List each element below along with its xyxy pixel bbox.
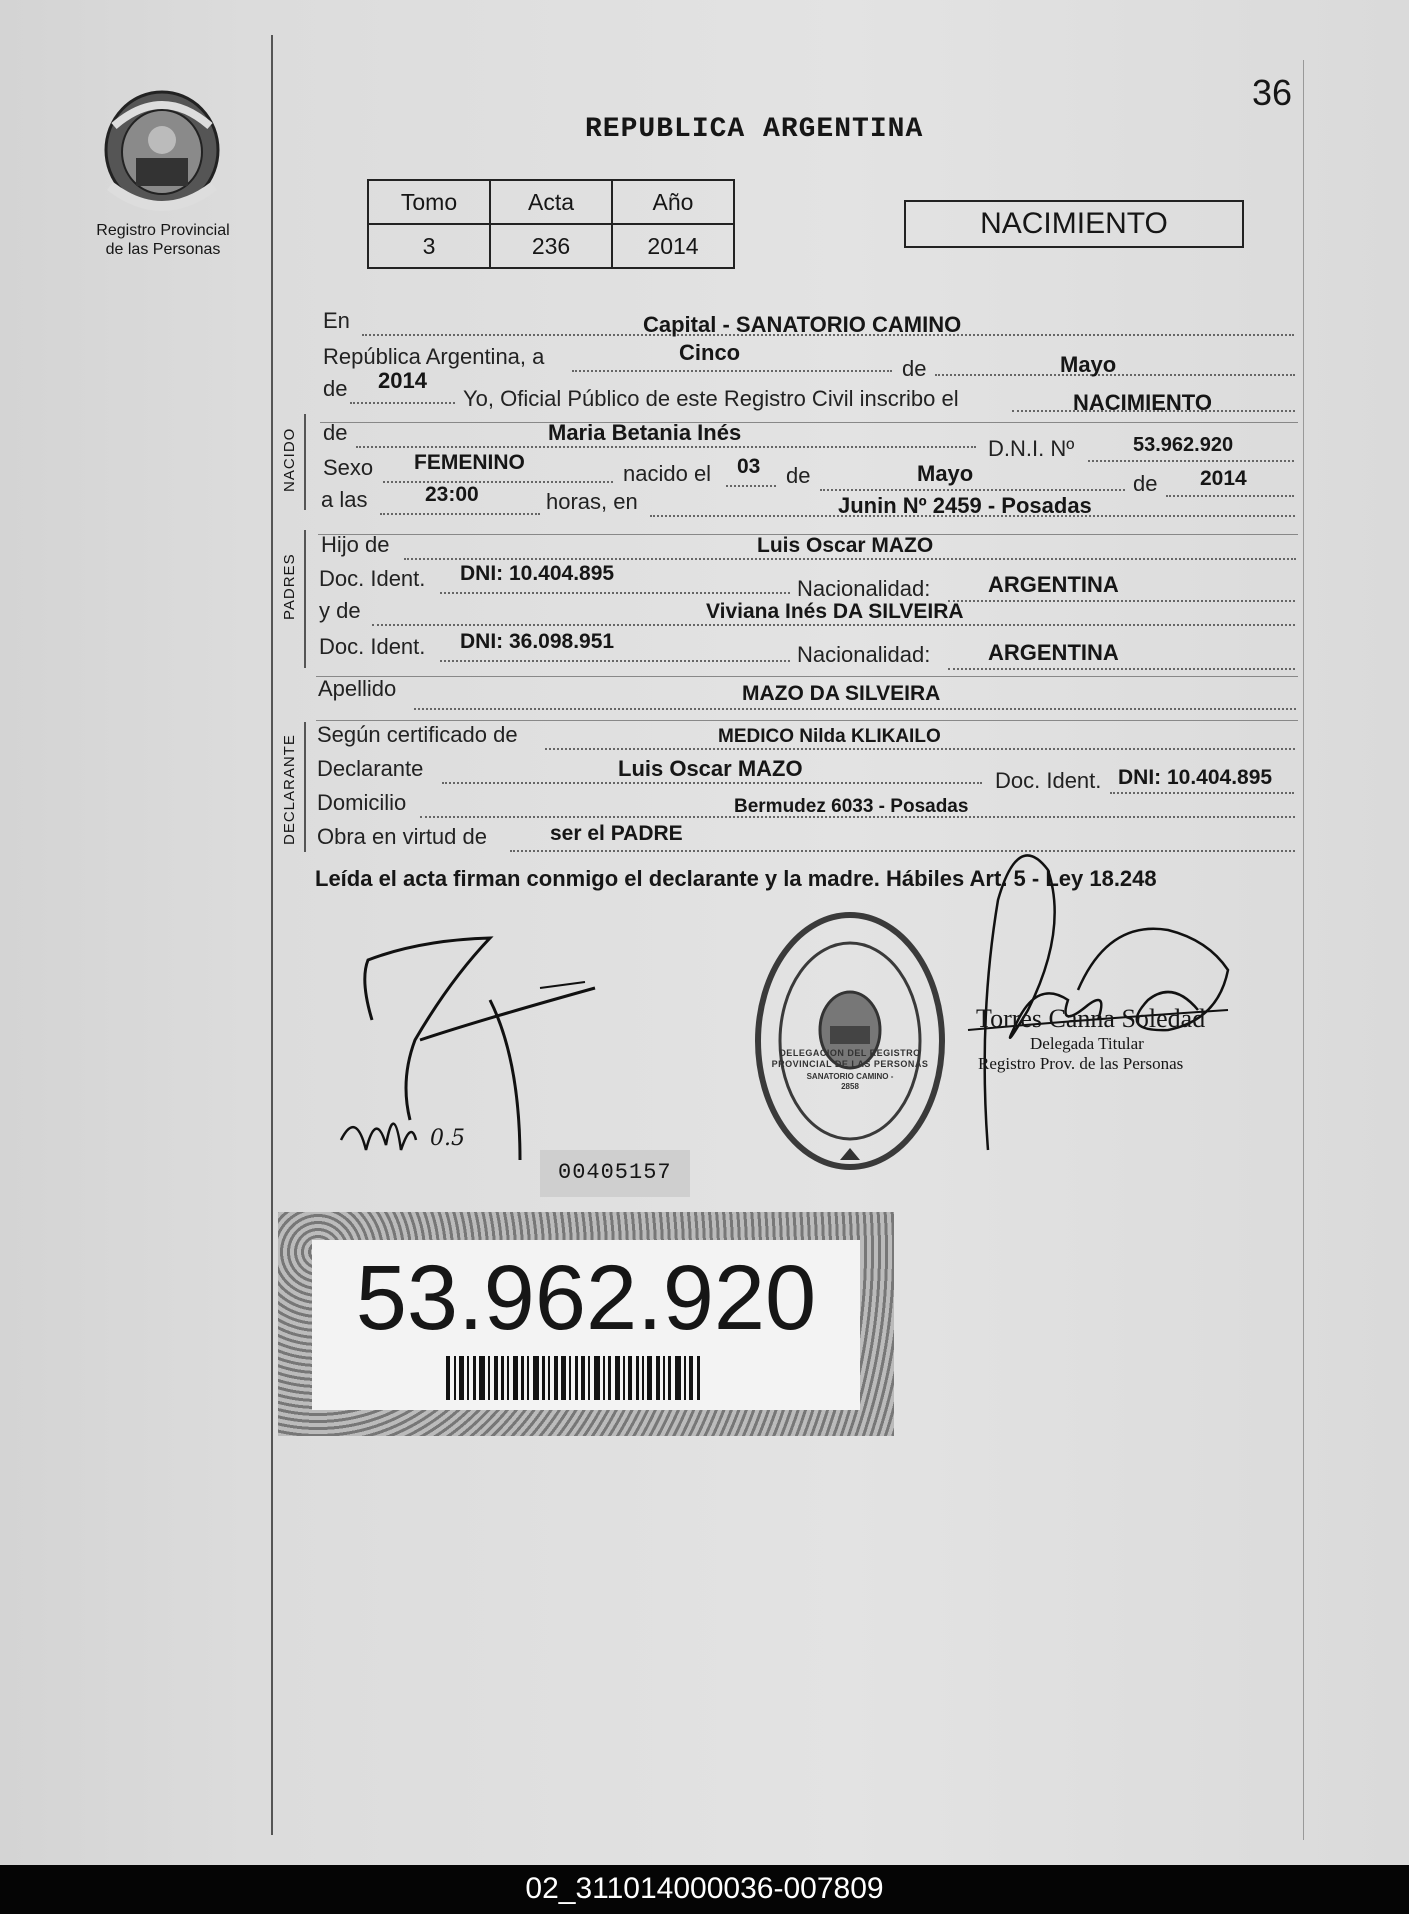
barcode-bar bbox=[588, 1356, 590, 1400]
barcode-bar bbox=[467, 1356, 469, 1400]
registry-line1: Registro Provincial bbox=[96, 222, 230, 239]
official-name: Torres Canna Soledad bbox=[976, 1004, 1206, 1033]
tomo-header: Tomo bbox=[368, 180, 490, 224]
padre-value: Luis Oscar MAZO bbox=[757, 534, 934, 557]
barcode-bar bbox=[554, 1356, 558, 1400]
line-hora bbox=[0, 485, 1409, 519]
dotted-fill bbox=[414, 706, 1296, 710]
barcode-bar bbox=[581, 1356, 585, 1400]
nac-anio-value: 2014 bbox=[1200, 467, 1247, 490]
nacido-label: nacido el bbox=[623, 461, 712, 486]
barcode-bar bbox=[623, 1356, 625, 1400]
section-label-nacido: NACIDO bbox=[281, 427, 298, 492]
official-title: Delegada Titular bbox=[1030, 1034, 1144, 1053]
barcode-bar bbox=[521, 1356, 524, 1400]
tomo-value: 3 bbox=[368, 224, 490, 268]
line-domicilio bbox=[0, 788, 1409, 822]
nombre-label: de bbox=[323, 420, 348, 445]
barcode-bar bbox=[663, 1356, 665, 1400]
nac2-value: ARGENTINA bbox=[988, 640, 1119, 665]
line-yde bbox=[0, 598, 1409, 632]
dotted-fill bbox=[440, 590, 790, 594]
nombre-value: Maria Betania Inés bbox=[548, 420, 742, 445]
dia-value: Cinco bbox=[679, 340, 741, 365]
horas-label: horas, en bbox=[546, 489, 638, 514]
doc1-label: Doc. Ident. bbox=[319, 566, 426, 591]
barcode-bar bbox=[527, 1356, 529, 1400]
obra-value: ser el PADRE bbox=[550, 822, 683, 845]
nac-de2-label: de bbox=[1133, 471, 1158, 496]
dotted-fill bbox=[440, 658, 790, 662]
mes-value: Mayo bbox=[1060, 352, 1117, 377]
barcode-bar bbox=[501, 1356, 504, 1400]
apellido-label: Apellido bbox=[318, 676, 397, 701]
domicilio-value: Bermudez 6033 - Posadas bbox=[734, 796, 969, 817]
barcode-bar bbox=[647, 1356, 652, 1400]
line-en bbox=[0, 306, 1409, 340]
nac2-label: Nacionalidad: bbox=[797, 642, 931, 667]
hora-value: 23:00 bbox=[425, 483, 479, 506]
declarante-value: Luis Oscar MAZO bbox=[618, 756, 803, 781]
barcode-bar bbox=[473, 1356, 476, 1400]
barcode-bar bbox=[569, 1356, 571, 1400]
footer-code: 02_311014000036-007809 bbox=[0, 1865, 1409, 1914]
initials-text: 0.5 bbox=[430, 1126, 465, 1151]
section-label-padres: PADRES bbox=[281, 553, 298, 620]
closing-text: Leída el acta firman conmigo el declarante y la madre. Hábiles Art. 5 - Ley 18.248 bbox=[315, 866, 1157, 891]
dotted-fill bbox=[383, 479, 613, 483]
nac-dia-value: 03 bbox=[737, 455, 761, 478]
obra-label: Obra en virtud de bbox=[317, 824, 487, 849]
certificado-label: Según certificado de bbox=[317, 722, 518, 747]
country-title: REPUBLICA ARGENTINA bbox=[585, 114, 924, 145]
barcode-bar bbox=[697, 1356, 700, 1400]
barcode-bar bbox=[608, 1356, 611, 1400]
republica-label: República Argentina, a bbox=[323, 344, 545, 369]
margin-rule bbox=[271, 35, 273, 1835]
barcode-bar bbox=[615, 1356, 620, 1400]
doc2-value: DNI: 36.098.951 bbox=[460, 630, 615, 653]
banner-inner bbox=[312, 1240, 860, 1410]
apellido-value: MAZO DA SILVEIRA bbox=[742, 682, 941, 705]
lugar-value: Junin Nº 2459 - Posadas bbox=[838, 493, 1092, 518]
anio-value: 2014 bbox=[612, 224, 734, 268]
hijo-label: Hijo de bbox=[321, 532, 390, 557]
seal-ring-text: DELEGACION DEL REGISTRO PROVINCIAL DE LAS PERSONAS bbox=[771, 1048, 929, 1069]
nac1-label: Nacionalidad: bbox=[797, 576, 931, 601]
barcode-bar bbox=[542, 1356, 545, 1400]
barcode bbox=[446, 1356, 728, 1400]
certificado-value: MEDICO Nilda KLIKAILO bbox=[718, 726, 941, 747]
section-label-declarante: DECLARANTE bbox=[281, 734, 298, 845]
registry-name bbox=[78, 221, 248, 259]
acta-header: Acta bbox=[490, 180, 612, 224]
registry-seal-icon bbox=[752, 908, 948, 1174]
acta-value: 236 bbox=[490, 224, 612, 268]
declarante-label: Declarante bbox=[317, 756, 424, 781]
barcode-bar bbox=[454, 1356, 456, 1400]
yde-label: y de bbox=[319, 598, 361, 623]
alas-label: a las bbox=[321, 487, 368, 512]
dni-value: 53.962.920 bbox=[1133, 434, 1234, 456]
line-certificado bbox=[0, 720, 1409, 754]
id-number-banner bbox=[278, 1212, 894, 1436]
dotted-fill bbox=[948, 666, 1295, 670]
anio-label: de bbox=[323, 376, 348, 401]
en-label: En bbox=[323, 308, 350, 333]
banner-number: 53.962.920 bbox=[355, 1247, 817, 1349]
barcode-bar bbox=[684, 1356, 686, 1400]
nac-de-label: de bbox=[786, 463, 811, 488]
line-apellido bbox=[0, 676, 1409, 710]
en-value: Capital - SANATORIO CAMINO bbox=[643, 312, 962, 337]
barcode-bar bbox=[636, 1356, 639, 1400]
line-hijo bbox=[0, 530, 1409, 564]
official-signature bbox=[958, 820, 1248, 1160]
barcode-bar bbox=[689, 1356, 693, 1400]
line-oficial bbox=[0, 368, 1409, 415]
official-office: Registro Prov. de las Personas bbox=[978, 1054, 1184, 1073]
barcode-bar bbox=[548, 1356, 550, 1400]
registry-line2: de las Personas bbox=[105, 241, 221, 258]
barcode-bar bbox=[446, 1356, 450, 1400]
barcode-bar bbox=[656, 1356, 660, 1400]
anio-header: Año bbox=[612, 180, 734, 224]
barcode-bar bbox=[594, 1356, 600, 1400]
dotted-fill bbox=[350, 400, 455, 404]
line-doc2 bbox=[0, 632, 1409, 666]
nac-mes-value: Mayo bbox=[917, 461, 974, 486]
barcode-bar bbox=[488, 1356, 490, 1400]
doc3-label: Doc. Ident. bbox=[995, 768, 1102, 793]
record-type-box: NACIMIENTO bbox=[904, 200, 1244, 248]
line-declarante bbox=[0, 754, 1409, 793]
barcode-bar bbox=[575, 1356, 578, 1400]
page-number: 36 bbox=[1252, 72, 1293, 113]
barcode-bar bbox=[668, 1356, 671, 1400]
yo-text: Yo, Oficial Público de este Registro Civil inscribo el bbox=[463, 386, 959, 411]
de-label: de bbox=[902, 356, 927, 381]
barcode-bar bbox=[507, 1356, 509, 1400]
nac1-value: ARGENTINA bbox=[988, 572, 1119, 597]
dotted-fill bbox=[380, 511, 540, 515]
serial-number: 00405157 bbox=[540, 1150, 690, 1197]
dni-label: D.N.I. Nº bbox=[988, 436, 1075, 461]
inscripcion-value: NACIMIENTO bbox=[1073, 390, 1212, 415]
domicilio-label: Domicilio bbox=[317, 790, 407, 815]
barcode-bar bbox=[603, 1356, 605, 1400]
sexo-label: Sexo bbox=[323, 455, 374, 480]
doc1-value: DNI: 10.404.895 bbox=[460, 562, 615, 585]
barcode-bar bbox=[642, 1356, 644, 1400]
barcode-bar bbox=[533, 1356, 539, 1400]
barcode-bar bbox=[628, 1356, 632, 1400]
barcode-bar bbox=[675, 1356, 681, 1400]
barcode-bar bbox=[513, 1356, 518, 1400]
barcode-bar bbox=[561, 1356, 566, 1400]
line-doc1 bbox=[0, 562, 1409, 601]
barcode-bar bbox=[479, 1356, 485, 1400]
madre-value: Viviana Inés DA SILVEIRA bbox=[706, 600, 964, 623]
doc3-value: DNI: 10.404.895 bbox=[1118, 766, 1273, 789]
sexo-value: FEMENINO bbox=[414, 451, 525, 474]
seal-inner-text: SANATORIO CAMINO - 2858 bbox=[806, 1072, 894, 1091]
book-table bbox=[367, 179, 735, 269]
doc2-label: Doc. Ident. bbox=[319, 634, 426, 659]
anio-value: 2014 bbox=[378, 368, 427, 393]
province-emblem-icon bbox=[100, 86, 225, 214]
barcode-bar bbox=[459, 1356, 464, 1400]
barcode-bar bbox=[494, 1356, 498, 1400]
